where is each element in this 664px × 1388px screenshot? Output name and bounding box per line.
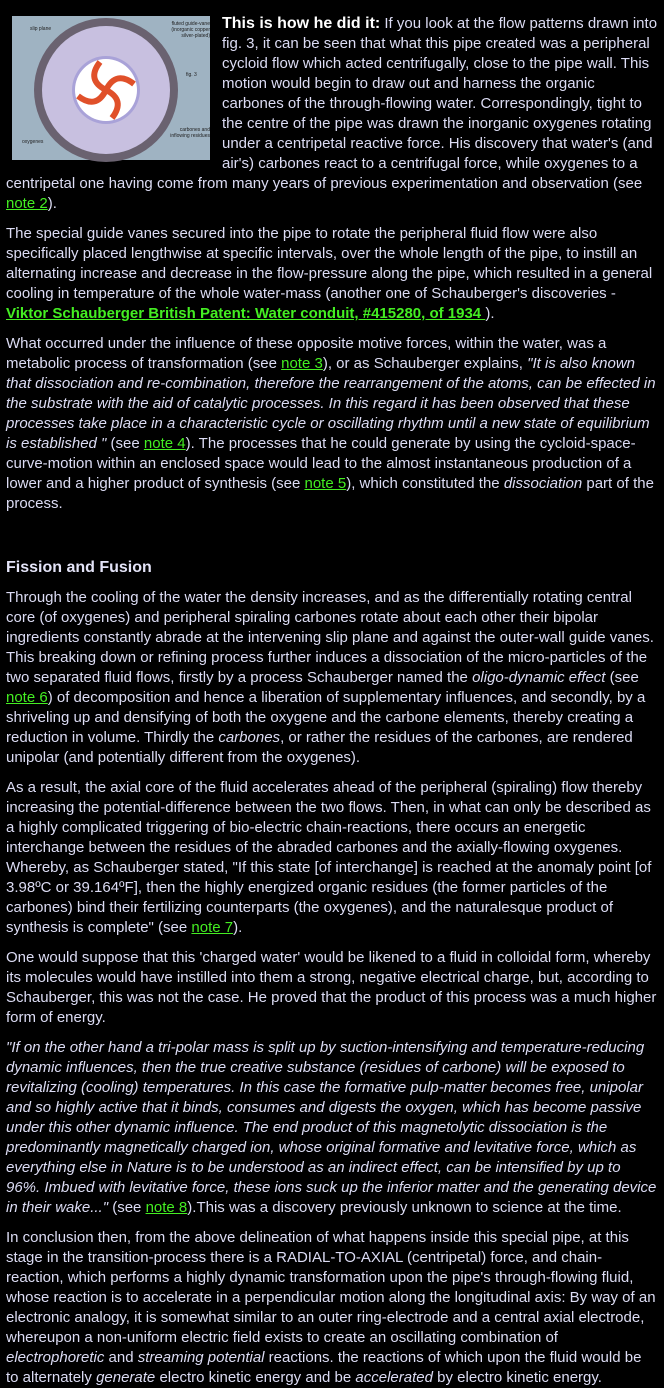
note-7-link[interactable]: note 7 — [191, 919, 234, 936]
label-oxygenes: oxygenes — [22, 139, 44, 145]
pipe-cross-section-figure — [8, 4, 214, 164]
paragraph-5: As a result, the axial core of the fluid accelerates ahead of the peripheral (spiraling) flow thereby increasing the potential-difference between the two flows. Then, in what can only be described as a highly complicated triggering of bio-electric chain-reactions, there occurs an energetic interchange between the residues of the abraded carbones and the axially-flowing oxygenes. Whereby, as Schauberger stated, "If this state [of interchange] is reached at the anomaly point [of 3.98ºC or 39.164ºF], then the highly energized organic residues (the former particles of the carbones) bind their fertilizing counterparts (the oxygenes), and the naturalesque product of synthesis is complete" (see note 7). — [6, 779, 652, 936]
label-fig: fig. 3 — [186, 72, 197, 78]
label-guide-vane: fluted guide-vane (inorganic copper silver-plated) — [171, 21, 210, 39]
note-8-link[interactable]: note 8 — [145, 1199, 188, 1216]
note-2-link[interactable]: note 2 — [6, 195, 48, 212]
paragraph-8: In conclusion then, from the above delineation of what happens inside this special pipe, at this stage in the transition-process there is a RADIAL-TO-AXIAL (centripetal) force, and chain-reaction, which performs a highly dynamic transformation upon the pipe's through-flowing fluid, whose reaction is to accelerate in a perpendicular motion along the longitudinal axis: By way of an electronic analogy, it is somewhat similar to an outer ring-electrode and a central axial electrode, whereupon a non-uniform electric field exists to create an oscillating combination of electrophoretic and streaming potential reactions. the reactions of which upon the fluid would be to alternately generate electro kinetic energy and be accelerated by electro kinetic energy. — [6, 1229, 656, 1386]
paragraph-2: The special guide vanes secured into the pipe to rotate the peripheral fluid flow were also specifically placed lengthwise at specific intervals, over the whole length of the pipe, to instill an alternating increase and decrease in the flow-pressure along the pipe, which resulted in a general cooling in temperature of the whole water-mass (another one of Schauberger's discoveries - Viktor Schauberger British Patent: Water conduit, #415280, of 1934 ). — [6, 225, 653, 322]
note-6-link[interactable]: note 6 — [6, 689, 48, 706]
paragraph-4: Through the cooling of the water the density increases, and as the differentially rotating central core (of oxygenes) and peripheral spiraling carbones rotate about each other their bipolar ingredients constantly abrade at the intervening slip plane and against the outer-wall guide vanes. This breaking down or refining process further induces a dissociation of the micro-particles of the two separated fluid flows, firstly by a process Schauberger named the oligo-dynamic effect (see note 6) of decomposition and hence a liberation of supplementary influences, and secondly, by a shriveling up and densifying of both the oxygene and the carbone elements, thereby creating a reduction in volume. Thirdly the carbones, or rather the residues of the carbones, are rendered unipolar (and potentially different from the oxygenes). — [6, 589, 654, 766]
section-heading: Fission and Fusion — [6, 559, 152, 576]
note-3-link[interactable]: note 3 — [281, 355, 323, 372]
label-slip-plane: slip plane — [30, 26, 52, 32]
note-4-link[interactable]: note 4 — [143, 435, 186, 452]
paragraph-6: One would suppose that this 'charged water' would be likened to a fluid in colloidal form, whereby its molecules would have instilled into them a strong, negative electrical charge, but, according to Schauberger, this was not the case. He proved that the product of this process was a much higher form of energy. — [6, 949, 657, 1026]
paragraph-1: This is how he did it: If you look at the flow patterns drawn into fig. 3, it can be seen that what this pipe created was a peripheral cycloid flow which acted centrifugally, close to the pipe wall. This motion would begin to draw out and harness the organic carbones of the through-flowing water. Correspondingly, tight to the centre of the pipe was drawn the inorganic oxygenes rotating under a centripetal reactive force. His discovery that water's (and air's) carbones react to a centrifugal force, while oxygenes to a centripetal one having come from many years of previous experimentation and observation (see note 2). — [6, 15, 658, 212]
paragraph-7: "If on the other hand a tri-polar mass is split up by suction-intensifying and temperature-reducing dynamic influences, then the true creative substance (residues of carbone) will be exposed to revitalizing (cooling) temperatures. In this case the formative pulp-matter becomes free, unipolar and so highly active that it binds, consumes and digests the oxygen, which has become passive under this other dynamic influence. The end product of this magnetolytic dissociation is the predominantly magnetically charged ion, whose original formative and levitative force, which as everything else in Nature is to be understood as an indirect effect, can be intensified by up to 96%. Imbued with levitative force, these ions suck up the inferior matter and the generating device in their wake..." (see note 8).This was a discovery previously unknown to science at the time. — [6, 1039, 657, 1216]
label-carbones: carbones and inflowing residues — [170, 127, 210, 139]
note-5-link[interactable]: note 5 — [304, 475, 347, 492]
paragraph-3: What occurred under the influence of these opposite motive forces, within the water, was a metabolic process of transformation (see note 3), or as Schauberger explains, "It is also known that dissociation and re-combination, therefore the rearrangement of the atoms, can be effected in the substrate with the aid of catalytic processes. In this regard it has been observed that these processes take place in a characteristic cycle or oscillating rhythm until a new state of equilibrium is established " (see note 4). The processes that he could generate by using the cycloid-space-curve-motion within an enclosed space would lead to the almost instantaneous production of a lower and a higher product of synthesis (see note 5), which constituted the dissociation part of the process. — [6, 335, 656, 512]
patent-link[interactable]: Viktor Schauberger British Patent: Water conduit, #415280, of 1934 — [6, 305, 486, 322]
